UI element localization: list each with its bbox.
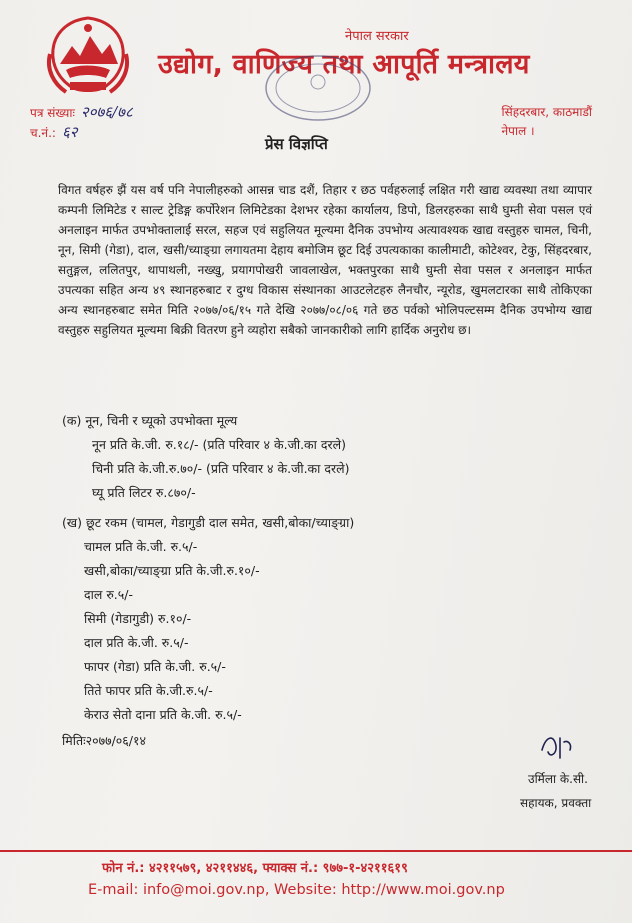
government-name: नेपाल सरकार [345, 29, 409, 44]
reference-number-row [30, 103, 133, 123]
section-b-item: खसी,बोका/च्याङ्ग्रा प्रति के.जी.रु.१०/- [84, 563, 260, 578]
section-b-item: फापर (गेडा) प्रति के.जी. रु.५/- [84, 659, 226, 674]
section-b-heading: (ख) छूट रकम (चामल, गेडागुडी दाल समेत, खसी,बोका/च्याङ्ग्रा) [62, 515, 355, 530]
section-b-item: दाल प्रति के.जी. रु.५/- [84, 635, 189, 650]
section-b-item: केराउ सेतो दाना प्रति के.जी. रु.५/- [84, 707, 242, 722]
dispatch-value: ६२ [61, 123, 78, 141]
body-paragraph: विगत वर्षहरु झैं यस वर्ष पनि नेपालीहरुको आसन्न चाड दशैं, तिहार र छठ पर्वहरुलाई लक्षित गरी खाद्य व्यवस्था तथा व्यापार कम्पनी लिमिटेड र साल्ट ट्रेडिङ्ग कर्पोरेशन लिमिटेडका देशभर रहेका कार्यालय, डिपो, डिलरहरुका साथै घुम्ती सेवा पसल एवं अनलाइन मार्फत उपभोक्तालाई सरल, सहज एवं सहुलियत मूल्यमा दैनिक उपभोग्य अत्यावश्यक खाद्य वस्तुहरु चामल, चिनी, नून, सिमी (गेडा), दाल, खसी/च्याङ्ग्रा लगायतमा देहाय बमोजिम छूट दिई उपत्यकाका कालीमाटी, कोटेश्वर, टेकु, सिंहदरबार, सतुङ्गल, ललितपुर, थापाथली, नख्खु, प्रयागपोखरी जावलाखेल, भक्तपुरका साथै घुम्ती सेवा पसल र अनलाइन मार्फत उपत्यका सहित अन्य ४९ स्थानहरुबाट र दुग्ध विकास संस्थानका आउटलेटहरु लैनचौर, न्यूरोड, खुमलटारका साथै तोकिएका अन्य स्थानहरुबाट समेत मिति २०७७/०६/१५ गते देखि २०७७/०८/०६ गते छठ पर्वको भोलिपल्टसम्म दैनिक उपभोग्य खाद्य वस्तुहरु सहुलियत मूल्यमा बिक्री वितरण हुने व्यहोरा सबैको जानकारीको लागि हार्दिक अनुरोध छ। [58, 183, 592, 337]
document-date: मितिः२०७७/०६/१४ [62, 733, 147, 748]
reference-label: पत्र संख्याः [30, 106, 75, 120]
ministry-title: उद्योग, वाणिज्य तथा आपूर्ति मन्त्रालय [158, 49, 530, 80]
reference-block [30, 103, 133, 143]
signatory-role: सहायक, प्रवक्ता [520, 796, 592, 810]
footer-phone-fax: फोन नं.: ४२११५७९, ४२११४४६, फ्याक्स नं.: ९७७-१-४२११६१९ [102, 861, 408, 876]
section-a-item: नून प्रति के.जी. रु.१८/- (प्रति परिवार ४ के.जी.का दरले) [92, 437, 346, 452]
section-b-item: तिते फापर प्रति के.जी.रु.५/- [84, 683, 213, 698]
footer-divider [0, 850, 632, 852]
section-b-item: चामल प्रति के.जी. रु.५/- [84, 539, 198, 554]
ministry-seal-stamp-icon [262, 52, 374, 124]
reference-value: २०७६/७८ [80, 103, 133, 121]
section-a-heading: (क) नून, चिनी र घ्यूको उपभोक्ता मूल्य [62, 413, 238, 428]
section-b-item: दाल रु.५/- [84, 587, 133, 602]
dispatch-label: च.नं.: [30, 126, 56, 140]
section-a-item: घ्यू प्रति लिटर रु.८७०/- [92, 485, 196, 500]
location: सिंहदरबार, काठमाडौं [501, 105, 592, 119]
nepal-coat-of-arms-icon [40, 14, 136, 98]
signatory-name: उर्मिला के.सी. [528, 772, 588, 786]
dispatch-number-row [30, 123, 133, 143]
country: नेपाल । [501, 124, 535, 138]
section-a-item: चिनी प्रति के.जी.रु.७०/- (प्रति परिवार ४ के.जी.का दरले) [92, 461, 350, 476]
document-title: प्रेस विज्ञप्ति [265, 135, 328, 153]
address-block [502, 103, 592, 141]
handwritten-signature-icon [538, 728, 588, 762]
section-b-item: सिमी (गेडागुडी) रु.१०/- [84, 611, 192, 626]
footer-email-website: E-mail: info@moi.gov.np, Website: http://www.moi.gov.np [88, 882, 505, 898]
